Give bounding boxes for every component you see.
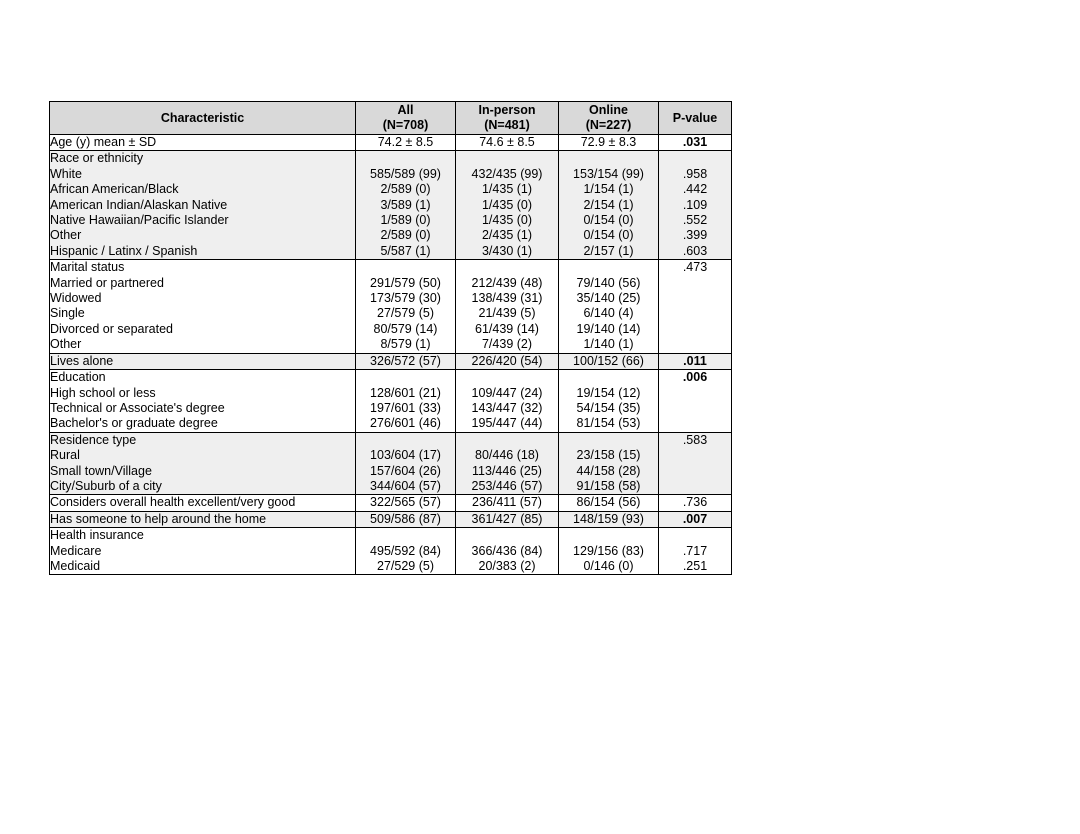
- cell-all: 5/587 (1): [356, 244, 456, 260]
- cell-all: 157/604 (26): [356, 464, 456, 479]
- table-row: [50, 276, 732, 291]
- cell-all: 3/589 (1): [356, 198, 456, 213]
- cell-pvalue: .399: [659, 228, 732, 243]
- header-all: All (N=708): [356, 102, 456, 135]
- cell-all: [356, 151, 456, 167]
- row-label: Medicaid: [50, 559, 356, 575]
- cell-all: [356, 528, 456, 544]
- cell-pvalue: .717: [659, 544, 732, 559]
- cell-online: 0/146 (0): [559, 559, 659, 575]
- cell-inperson: 21/439 (5): [456, 306, 559, 321]
- row-label: Hispanic / Latinx / Spanish: [50, 244, 356, 260]
- row-label: Considers overall health excellent/very good: [50, 495, 356, 511]
- table-row: [50, 370, 732, 386]
- table-row: [50, 291, 732, 306]
- cell-pvalue: [659, 416, 732, 432]
- cell-online: [559, 151, 659, 167]
- cell-online: 19/154 (12): [559, 386, 659, 401]
- cell-inperson: 2/435 (1): [456, 228, 559, 243]
- cell-pvalue: [659, 291, 732, 306]
- table-row: [50, 322, 732, 337]
- table-row: [50, 182, 732, 197]
- cell-inperson: 3/430 (1): [456, 244, 559, 260]
- cell-pvalue: .442: [659, 182, 732, 197]
- table-row: [50, 386, 732, 401]
- cell-pvalue: [659, 528, 732, 544]
- cell-inperson: 236/411 (57): [456, 495, 559, 511]
- cell-online: 44/158 (28): [559, 464, 659, 479]
- header-inperson: In-person (N=481): [456, 102, 559, 135]
- cell-pvalue: .603: [659, 244, 732, 260]
- cell-pvalue: .583: [659, 432, 732, 448]
- cell-inperson: [456, 260, 559, 276]
- cell-pvalue: .473: [659, 260, 732, 276]
- row-label: Widowed: [50, 291, 356, 306]
- cell-online: 79/140 (56): [559, 276, 659, 291]
- row-label: Native Hawaiian/Pacific Islander: [50, 213, 356, 228]
- row-label: Age (y) mean ± SD: [50, 135, 356, 151]
- cell-inperson: 61/439 (14): [456, 322, 559, 337]
- cell-pvalue: [659, 386, 732, 401]
- cell-inperson: [456, 528, 559, 544]
- cell-inperson: 7/439 (2): [456, 337, 559, 353]
- cell-all: 2/589 (0): [356, 182, 456, 197]
- row-label: Divorced or separated: [50, 322, 356, 337]
- row-label: Bachelor's or graduate degree: [50, 416, 356, 432]
- row-label: City/Suburb of a city: [50, 479, 356, 495]
- row-label: Has someone to help around the home: [50, 511, 356, 527]
- row-label: High school or less: [50, 386, 356, 401]
- cell-all: 322/565 (57): [356, 495, 456, 511]
- table-row: [50, 544, 732, 559]
- cell-pvalue: .958: [659, 167, 732, 182]
- row-label: Single: [50, 306, 356, 321]
- cell-inperson: 109/447 (24): [456, 386, 559, 401]
- table-row: [50, 198, 732, 213]
- row-label: Small town/Village: [50, 464, 356, 479]
- row-label: Married or partnered: [50, 276, 356, 291]
- cell-all: 276/601 (46): [356, 416, 456, 432]
- cell-pvalue: .007: [659, 511, 732, 527]
- cell-inperson: 74.6 ± 8.5: [456, 135, 559, 151]
- table-row: [50, 337, 732, 353]
- demographics-table: [49, 101, 732, 575]
- cell-online: 1/140 (1): [559, 337, 659, 353]
- cell-online: 72.9 ± 8.3: [559, 135, 659, 151]
- cell-pvalue: .251: [659, 559, 732, 575]
- cell-pvalue: [659, 337, 732, 353]
- cell-inperson: 432/435 (99): [456, 167, 559, 182]
- cell-pvalue: .552: [659, 213, 732, 228]
- cell-all: 1/589 (0): [356, 213, 456, 228]
- table-body: [50, 135, 732, 575]
- cell-all: 74.2 ± 8.5: [356, 135, 456, 151]
- table-row: [50, 416, 732, 432]
- cell-all: 27/529 (5): [356, 559, 456, 575]
- table-row: [50, 213, 732, 228]
- row-label: Technical or Associate's degree: [50, 401, 356, 416]
- cell-online: 2/154 (1): [559, 198, 659, 213]
- cell-online: 1/154 (1): [559, 182, 659, 197]
- cell-inperson: 212/439 (48): [456, 276, 559, 291]
- row-label: Other: [50, 337, 356, 353]
- header-characteristic: Characteristic: [50, 102, 356, 135]
- row-label: Marital status: [50, 260, 356, 276]
- header-pvalue: P-value: [659, 102, 732, 135]
- cell-inperson: 366/436 (84): [456, 544, 559, 559]
- cell-inperson: 253/446 (57): [456, 479, 559, 495]
- table-row: [50, 260, 732, 276]
- cell-online: 129/156 (83): [559, 544, 659, 559]
- cell-online: 6/140 (4): [559, 306, 659, 321]
- cell-pvalue: .736: [659, 495, 732, 511]
- table-row: [50, 306, 732, 321]
- cell-online: 81/154 (53): [559, 416, 659, 432]
- cell-inperson: [456, 151, 559, 167]
- table-row: [50, 511, 732, 527]
- cell-all: 103/604 (17): [356, 448, 456, 463]
- cell-inperson: [456, 370, 559, 386]
- row-label: Lives alone: [50, 353, 356, 369]
- cell-inperson: 1/435 (0): [456, 198, 559, 213]
- cell-online: 86/154 (56): [559, 495, 659, 511]
- cell-all: 197/601 (33): [356, 401, 456, 416]
- cell-all: 8/579 (1): [356, 337, 456, 353]
- table-row: [50, 559, 732, 575]
- row-label: Race or ethnicity: [50, 151, 356, 167]
- cell-online: 2/157 (1): [559, 244, 659, 260]
- cell-all: [356, 432, 456, 448]
- cell-all: 2/589 (0): [356, 228, 456, 243]
- cell-online: [559, 528, 659, 544]
- cell-pvalue: .109: [659, 198, 732, 213]
- cell-online: 0/154 (0): [559, 228, 659, 243]
- cell-online: [559, 260, 659, 276]
- cell-pvalue: .031: [659, 135, 732, 151]
- table-row: [50, 495, 732, 511]
- cell-pvalue: .011: [659, 353, 732, 369]
- table-row: [50, 228, 732, 243]
- cell-online: 148/159 (93): [559, 511, 659, 527]
- cell-all: 344/604 (57): [356, 479, 456, 495]
- row-label: Rural: [50, 448, 356, 463]
- cell-pvalue: [659, 151, 732, 167]
- table-row: [50, 432, 732, 448]
- row-label: White: [50, 167, 356, 182]
- cell-all: 509/586 (87): [356, 511, 456, 527]
- cell-inperson: 143/447 (32): [456, 401, 559, 416]
- cell-inperson: 138/439 (31): [456, 291, 559, 306]
- table-row: [50, 479, 732, 495]
- cell-inperson: [456, 432, 559, 448]
- cell-pvalue: .006: [659, 370, 732, 386]
- cell-all: 27/579 (5): [356, 306, 456, 321]
- cell-inperson: 113/446 (25): [456, 464, 559, 479]
- cell-pvalue: [659, 479, 732, 495]
- cell-all: 173/579 (30): [356, 291, 456, 306]
- table-row: [50, 244, 732, 260]
- row-label: Health insurance: [50, 528, 356, 544]
- table-row: [50, 151, 732, 167]
- table-row: [50, 448, 732, 463]
- cell-pvalue: [659, 464, 732, 479]
- cell-all: 128/601 (21): [356, 386, 456, 401]
- cell-all: 326/572 (57): [356, 353, 456, 369]
- cell-all: [356, 370, 456, 386]
- row-label: Other: [50, 228, 356, 243]
- cell-online: 91/158 (58): [559, 479, 659, 495]
- header-row: [50, 102, 732, 135]
- row-label: American Indian/Alaskan Native: [50, 198, 356, 213]
- cell-online: 100/152 (66): [559, 353, 659, 369]
- cell-online: 23/158 (15): [559, 448, 659, 463]
- table-row: [50, 167, 732, 182]
- row-label: Medicare: [50, 544, 356, 559]
- cell-online: 35/140 (25): [559, 291, 659, 306]
- cell-online: 54/154 (35): [559, 401, 659, 416]
- cell-inperson: 1/435 (1): [456, 182, 559, 197]
- cell-inperson: 1/435 (0): [456, 213, 559, 228]
- cell-online: [559, 370, 659, 386]
- cell-all: 585/589 (99): [356, 167, 456, 182]
- cell-inperson: 226/420 (54): [456, 353, 559, 369]
- table-row: [50, 135, 732, 151]
- cell-inperson: 361/427 (85): [456, 511, 559, 527]
- cell-pvalue: [659, 448, 732, 463]
- cell-online: [559, 432, 659, 448]
- header-online: Online (N=227): [559, 102, 659, 135]
- cell-online: 153/154 (99): [559, 167, 659, 182]
- cell-pvalue: [659, 401, 732, 416]
- cell-all: 495/592 (84): [356, 544, 456, 559]
- cell-all: 80/579 (14): [356, 322, 456, 337]
- cell-pvalue: [659, 276, 732, 291]
- cell-inperson: 80/446 (18): [456, 448, 559, 463]
- cell-pvalue: [659, 306, 732, 321]
- row-label: Residence type: [50, 432, 356, 448]
- row-label: African American/Black: [50, 182, 356, 197]
- table-row: [50, 401, 732, 416]
- cell-inperson: 195/447 (44): [456, 416, 559, 432]
- cell-inperson: 20/383 (2): [456, 559, 559, 575]
- cell-all: [356, 260, 456, 276]
- cell-pvalue: [659, 322, 732, 337]
- cell-online: 0/154 (0): [559, 213, 659, 228]
- row-label: Education: [50, 370, 356, 386]
- table-row: [50, 464, 732, 479]
- cell-all: 291/579 (50): [356, 276, 456, 291]
- cell-online: 19/140 (14): [559, 322, 659, 337]
- table-row: [50, 528, 732, 544]
- table-row: [50, 353, 732, 369]
